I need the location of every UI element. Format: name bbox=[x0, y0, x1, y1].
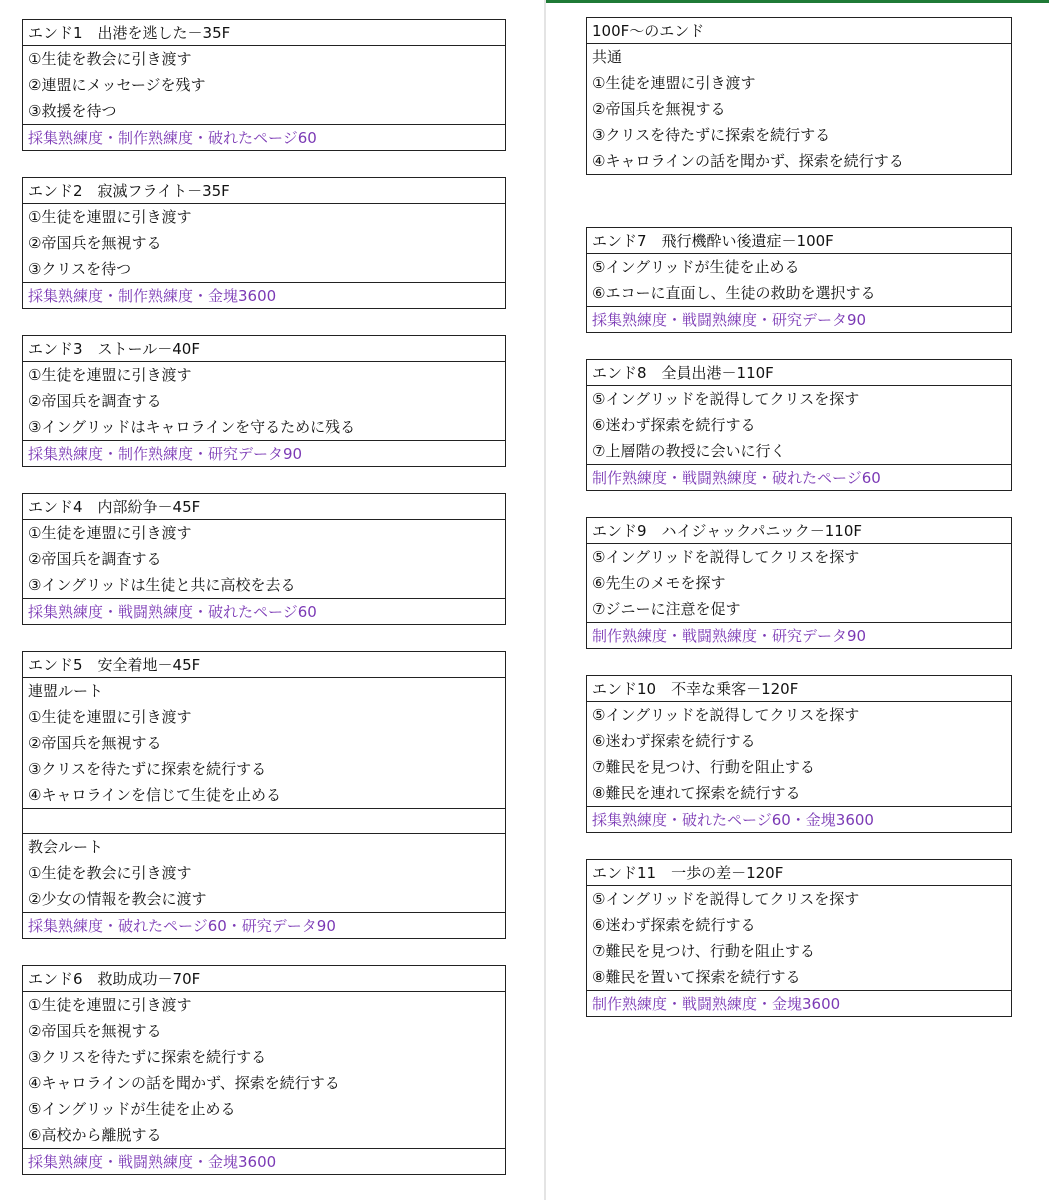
choice-item: ⑤イングリッドが生徒を止める bbox=[592, 258, 800, 276]
end-title: エンド4 内部紛争－45F bbox=[23, 494, 505, 520]
end-title: エンド1 出港を逃した－35F bbox=[23, 20, 505, 46]
choice-item: ④キャロラインの話を聞かず、探索を続行する bbox=[592, 152, 904, 170]
choice-item: ③イングリッドはキャロラインを守るために残る bbox=[28, 418, 356, 436]
choice-item: ⑤イングリッドを説得してクリスを探す bbox=[592, 890, 860, 908]
choice-item: ②帝国兵を無視する bbox=[28, 1022, 162, 1040]
choice-item: ①生徒を連盟に引き渡す bbox=[28, 366, 192, 384]
reward-line: 採集熟練度・制作熟練度・金塊3600 bbox=[23, 282, 505, 308]
reward-line: 採集熟練度・戦闘熟練度・破れたページ60 bbox=[23, 598, 505, 624]
choice-item: ⑥迷わず探索を続行する bbox=[592, 732, 756, 750]
choice-item: ②帝国兵を調査する bbox=[28, 550, 162, 568]
choice-item: ①生徒を教会に引き渡す bbox=[28, 864, 192, 882]
end-title: エンド8 全員出港－110F bbox=[587, 360, 1011, 386]
reward-line: 採集熟練度・制作熟練度・破れたページ60 bbox=[23, 124, 505, 150]
choice-item: ⑥高校から離脱する bbox=[28, 1126, 162, 1144]
choice-item: ⑧難民を置いて探索を続行する bbox=[592, 968, 801, 986]
choice-item: ②帝国兵を調査する bbox=[28, 392, 162, 410]
route-label: 連盟ルート bbox=[28, 682, 104, 700]
end-card-8 bbox=[586, 359, 1012, 491]
end-card-11 bbox=[586, 859, 1012, 1017]
choice-item: ⑦難民を見つけ、行動を阻止する bbox=[592, 942, 815, 960]
choice-item: ①生徒を連盟に引き渡す bbox=[28, 208, 192, 226]
reward-line: 制作熟練度・戦闘熟練度・破れたページ60 bbox=[587, 464, 1011, 490]
choice-item: ⑤イングリッドを説得してクリスを探す bbox=[592, 706, 860, 724]
choice-item: ②帝国兵を無視する bbox=[28, 734, 162, 752]
choice-item: ③救援を待つ bbox=[28, 102, 117, 120]
right-column bbox=[586, 17, 1012, 1017]
choice-item: ①生徒を連盟に引き渡す bbox=[592, 74, 756, 92]
choice-item: ②帝国兵を無視する bbox=[28, 234, 162, 252]
end-title: エンド2 寂滅フライト－35F bbox=[23, 178, 505, 204]
end-title: エンド5 安全着地－45F bbox=[23, 652, 505, 678]
section-separator bbox=[23, 808, 505, 834]
left-column bbox=[22, 19, 506, 1175]
choice-item: ⑥迷わず探索を続行する bbox=[592, 416, 756, 434]
end-card-10 bbox=[586, 675, 1012, 833]
choice-item: ⑤イングリッドを説得してクリスを探す bbox=[592, 390, 860, 408]
choice-item: ①生徒を連盟に引き渡す bbox=[28, 524, 192, 542]
reward-line: 制作熟練度・戦闘熟練度・金塊3600 bbox=[587, 990, 1011, 1016]
end-title: エンド3 ストール－40F bbox=[23, 336, 505, 362]
choice-item: ⑥エコーに直面し、生徒の救助を選択する bbox=[592, 284, 876, 302]
choice-item: ⑦難民を見つけ、行動を阻止する bbox=[592, 758, 815, 776]
end-card-2 bbox=[22, 177, 506, 309]
common-route-card bbox=[586, 17, 1012, 175]
choice-item: ③クリスを待たずに探索を続行する bbox=[28, 760, 267, 778]
choice-item: ②帝国兵を無視する bbox=[592, 100, 726, 118]
reward-line: 制作熟練度・戦闘熟練度・研究データ90 bbox=[587, 622, 1011, 648]
choice-item: ⑧難民を連れて探索を続行する bbox=[592, 784, 801, 802]
end-card-7 bbox=[586, 227, 1012, 333]
choice-item: ⑦ジニーに注意を促す bbox=[592, 600, 741, 618]
reward-line: 採集熟練度・破れたページ60・研究データ90 bbox=[23, 912, 505, 938]
choice-item: ③クリスを待たずに探索を続行する bbox=[592, 126, 831, 144]
end-title: 100F～のエンド bbox=[587, 18, 1011, 44]
column-divider bbox=[544, 0, 546, 1200]
choice-item: ⑤イングリッドを説得してクリスを探す bbox=[592, 548, 860, 566]
choice-item: ①生徒を教会に引き渡す bbox=[28, 50, 192, 68]
end-title: エンド7 飛行機酔い後遺症－100F bbox=[587, 228, 1011, 254]
top-accent-bar bbox=[546, 0, 1049, 3]
choice-item: ①生徒を連盟に引き渡す bbox=[28, 996, 192, 1014]
end-card-4 bbox=[22, 493, 506, 625]
choice-item: ⑥先生のメモを探す bbox=[592, 574, 726, 592]
choice-item: ④キャロラインの話を聞かず、探索を続行する bbox=[28, 1074, 340, 1092]
reward-line: 採集熟練度・制作熟練度・研究データ90 bbox=[23, 440, 505, 466]
route-label: 教会ルート bbox=[28, 838, 104, 856]
end-card-1 bbox=[22, 19, 506, 151]
end-card-3 bbox=[22, 335, 506, 467]
choice-item: ⑤イングリッドが生徒を止める bbox=[28, 1100, 236, 1118]
choice-item: ③クリスを待たずに探索を続行する bbox=[28, 1048, 267, 1066]
choice-item: ②連盟にメッセージを残す bbox=[28, 76, 206, 94]
route-label: 共通 bbox=[592, 48, 623, 66]
end-title: エンド10 不幸な乗客－120F bbox=[587, 676, 1011, 702]
end-card-6 bbox=[22, 965, 506, 1175]
reward-line: 採集熟練度・戦闘熟練度・金塊3600 bbox=[23, 1148, 505, 1174]
choice-item: ③イングリッドは生徒と共に高校を去る bbox=[28, 576, 296, 594]
choice-item: ②少女の情報を教会に渡す bbox=[28, 890, 207, 908]
reward-line: 採集熟練度・破れたページ60・金塊3600 bbox=[587, 806, 1011, 832]
choice-item: ①生徒を連盟に引き渡す bbox=[28, 708, 192, 726]
reward-line: 採集熟練度・戦闘熟練度・研究データ90 bbox=[587, 306, 1011, 332]
end-title: エンド11 一歩の差－120F bbox=[587, 860, 1011, 886]
end-card-9 bbox=[586, 517, 1012, 649]
end-title: エンド6 救助成功－70F bbox=[23, 966, 505, 992]
end-card-5 bbox=[22, 651, 506, 939]
choice-item: ⑦上層階の教授に会いに行く bbox=[592, 442, 786, 460]
choice-item: ④キャロラインを信じて生徒を止める bbox=[28, 786, 281, 804]
choice-item: ③クリスを待つ bbox=[28, 260, 132, 278]
end-title: エンド9 ハイジャックパニック－110F bbox=[587, 518, 1011, 544]
choice-item: ⑥迷わず探索を続行する bbox=[592, 916, 756, 934]
